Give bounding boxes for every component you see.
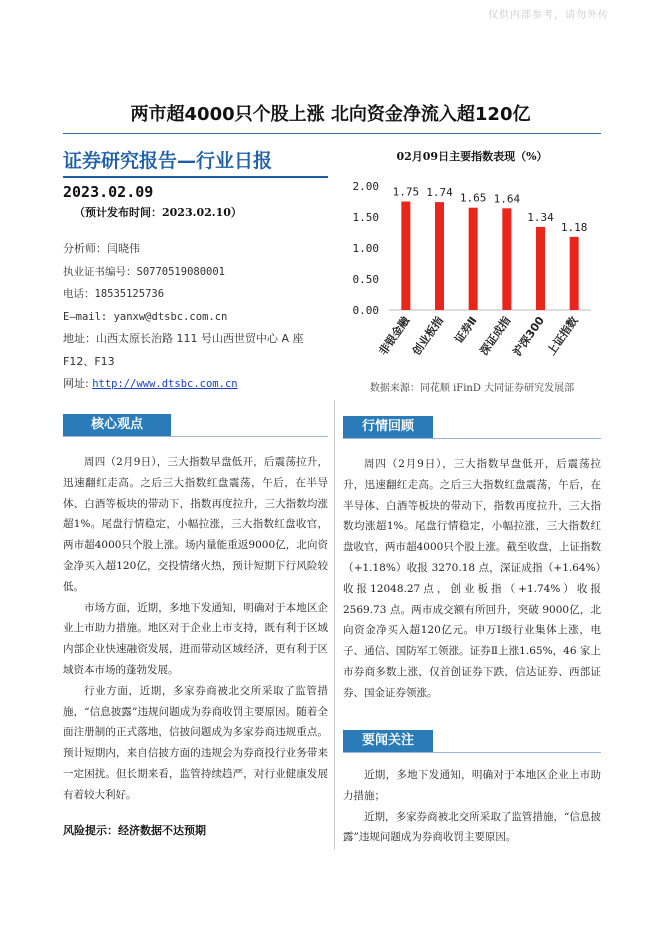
title-divider [63, 176, 328, 178]
website-row [63, 373, 333, 396]
news-paragraph: 近期，多地下发通知，明确对于本地区企业上市助力措施； [343, 769, 601, 802]
analyst-address: 地址：山西太原长治路 111 号山西世贸中心 A 座 [63, 332, 304, 345]
news-paragraph: 近期，多家券商被北交所采取了监管措施，“信息披露”违规问题成为券商收罚主要原因。 [343, 810, 601, 844]
x-category-label: 上证指数 [544, 314, 581, 358]
market-review-rule [343, 438, 601, 439]
analyst-email: E—mail: yanxw@dtsbc.com.cn [63, 310, 228, 323]
index-bar-chart [343, 164, 601, 374]
bar-上证指数 [570, 237, 579, 310]
website-link[interactable]: http://www.dtsbc.com.cn [92, 378, 238, 390]
chart-title: 02月09日主要指数表现（%） [396, 150, 548, 163]
market-review-body [343, 454, 601, 704]
publish-time: （预计发布时间：2023.02.10） [74, 206, 242, 219]
header-divider [63, 133, 601, 134]
bar-证券Ⅱ [469, 208, 478, 310]
bar-value-label: 1.18 [560, 220, 588, 234]
y-tick-label: 0.00 [352, 304, 379, 317]
analyst-cert: 执业证书编号：S0770519080001 [63, 265, 226, 278]
analyst-address-floor: F12、F13 [63, 354, 115, 368]
core-view-paragraph: 市场方面，近期，多地下发通知，明确对于本地区企业上市助力措施。地区对于企业上市支持，既有利于区域内部企业快速融资发展，进而带动区域经济，更有利于区域资本市场的蓬勃发展。 [63, 601, 328, 676]
website-label: 网址: [63, 377, 93, 390]
column-divider [334, 400, 335, 850]
bar-创业板指 [435, 202, 444, 310]
x-category-label: 沪深300 [510, 314, 547, 359]
bar-深证成指 [502, 208, 511, 310]
core-view-rule [63, 436, 328, 437]
y-tick-label: 2.00 [352, 180, 379, 193]
report-date: 2023.02.09 [63, 183, 154, 201]
watermark: 仅供内部参考，请勿外传 [488, 10, 609, 21]
x-category-label: 创业板指 [410, 314, 446, 358]
x-category-label: 证券Ⅱ [452, 314, 480, 346]
section-core-view: 核心观点 [63, 414, 171, 436]
chart-source: 数据来源：同花顺 iFinD 大同证券研究发展部 [369, 383, 575, 394]
y-tick-label: 1.50 [352, 211, 379, 224]
analyst-info [63, 238, 333, 396]
section-market-review: 行情回顾 [343, 416, 433, 438]
bar-value-label: 1.75 [392, 185, 420, 199]
core-view-paragraph: 行业方面，近期，多家券商被北交所采取了监管措施，“信息披露”违规问题成为券商收罚主要原因。随着全面注册制的正式落地，信披问题成为多家券商违规重点。预计短期内，来自信披方面的违规会为券商投行业务带来一定困扰。但长期来看，监管持续趋严，对行业健康发展有着较大利好。 [63, 684, 328, 801]
bar-value-label: 1.34 [527, 210, 554, 224]
section-news: 要闻关注 [343, 730, 433, 752]
risk-warning: 风险提示：经济数据不达预期 [63, 824, 206, 837]
y-tick-label: 0.50 [352, 273, 379, 286]
x-category-label: 深证成指 [477, 314, 514, 358]
core-view-body [63, 452, 328, 806]
y-tick-label: 1.00 [352, 242, 379, 255]
news-rule [343, 752, 601, 753]
market-review-paragraph: 周四（2月9日），三大指数早盘低开，后震荡拉升，迅速翻红走高。之后三大指数红盘震荡，午后，在半导体、白酒等板块的带动下，指数再度拉升，三大指数均涨超1%。尾盘行情稳定，小幅拉涨，三大指数红盘收官，两市超4000只个股上涨。截至收盘，上证指数（+1.18%）收报 3270.18 点，深证成指（+1.64%）收报12048.27点，创业板指（+1.74%）收报 2569.73 点。两市成交额有所回升，突破 9000亿，北向资金净买入超120亿元。申万Ⅰ级行业集体上涨，电子、通信、国防军工领涨。证券Ⅱ上涨1.65%，46 家上市券商多数上涨，仅首创证券下跌，信达证券、西部证券、国金证券领涨。 [343, 458, 601, 699]
x-category-label: 非银金融 [376, 314, 413, 358]
analyst-name: 分析师：闫晓伟 [63, 242, 140, 255]
bar-value-label: 1.64 [493, 192, 521, 206]
analyst-phone: 电话：18535125736 [63, 288, 165, 300]
news-body [343, 765, 601, 848]
bar-value-label: 1.74 [426, 186, 453, 200]
bar-非银金融 [401, 202, 410, 311]
core-view-paragraph: 周四（2月9日），三大指数早盘低开，后震荡拉升，迅速翻红走高。之后三大指数红盘震荡，午后，在半导体、白酒等板块的带动下，指数再度拉升，三大指数均涨超1%。尾盘行情稳定，小幅拉涨，三大指数红盘收官，两市超4000只个股上涨。场内量能重返9000亿，北向资金净买入超120亿，交投情绪火热，预计短期下行风险较低。 [63, 456, 328, 593]
bar-沪深300 [536, 227, 545, 310]
report-title: 证券研究报告—行业日报 [63, 150, 273, 172]
bar-value-label: 1.65 [459, 191, 487, 205]
main-title: 两市超4000只个股上涨 北向资金净流入超120亿 [130, 104, 531, 125]
